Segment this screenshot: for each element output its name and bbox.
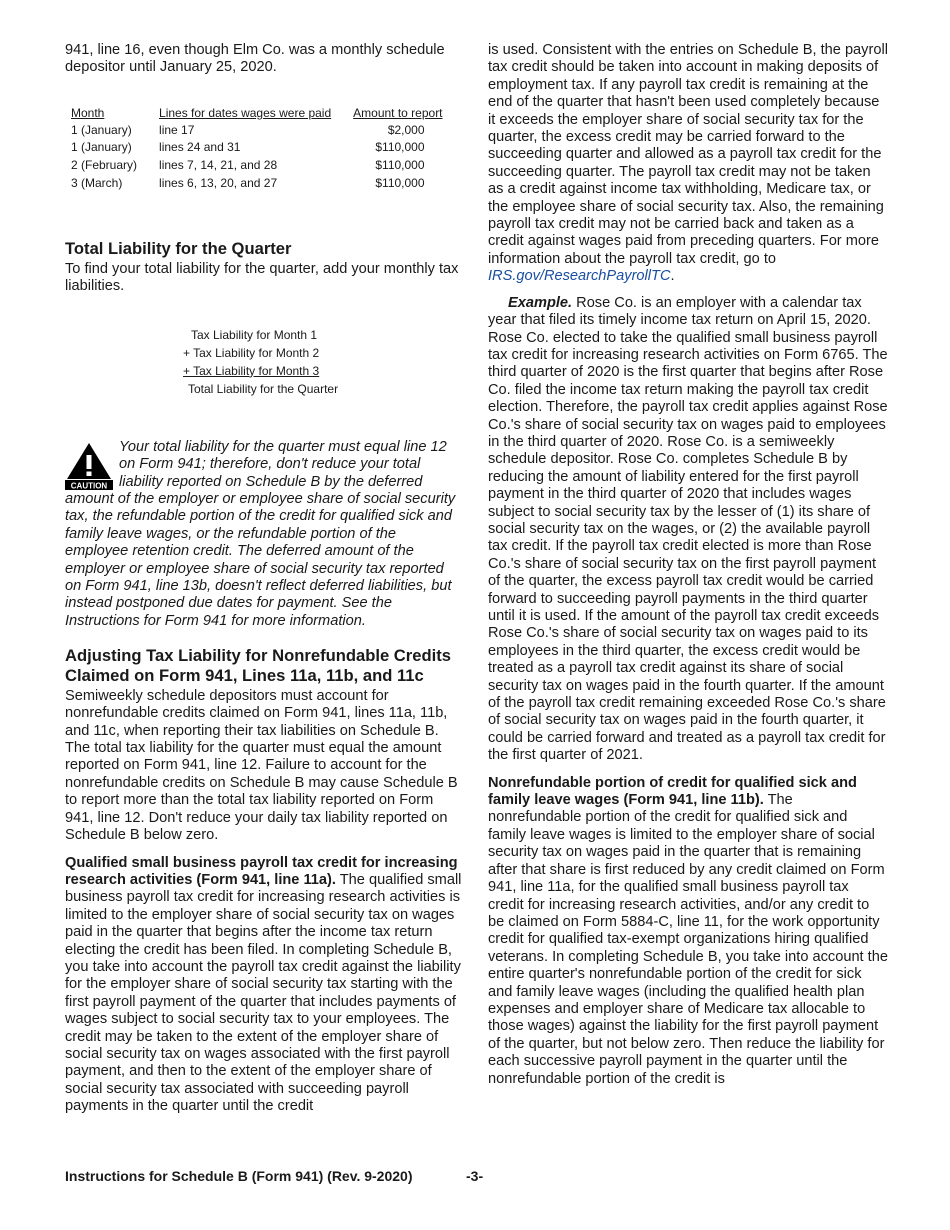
- cell-amount: $110,000: [375, 158, 425, 172]
- example-text: Rose Co. is an employer with a calendar tax year that filed its timely income tax return on April 15, 2020. Rose Co. elected to take the qualified small business payroll tax credit for increasing research activities on Form 6765. The third quarter of 2020 is the first quarter that begins after Rose Co. filed the income tax return making the payroll tax credit election. Therefore, the payroll tax credit applies against Rose Co.'s share of social security tax on wages paid to employees in the third quarter of 2020. Rose Co. is a semiweekly schedule depositor. Rose Co. completes Schedule B by reducing the amount of liability entered for the first payroll payment in the third quarter of 2020 that includes wages subject to social security tax by the lesser of (1) its share of social security tax on the wages, or (2) the available payroll tax credit. If the payroll tax credit elected is more than Rose Co.'s share of social security tax on the first payroll payment of the quarter, the excess payroll tax credit would be carried forward to succeeding payroll payments in the third quarter until it is used. If the amount of the payroll tax credit exceeds Rose Co.'s share of social security tax on wages paid to its employees in the third quarter, the excess credit would be treated as a payroll tax credit against its share of social security tax on wages paid in the fourth quarter. If the amount of the payroll tax credit remaining exceeded Rose Co.'s share of social security tax on wages paid in the fourth quarter, it could be carried forward and treated as a payroll tax credit for the first quarter of 2021.: [488, 294, 888, 764]
- caution-note: [65, 439, 463, 630]
- formula-total-line: Total Liability for the Quarter: [188, 381, 339, 396]
- cell-amount: $2,000: [387, 122, 425, 137]
- adjusting-paragraph: Semiweekly schedule depositors must account for nonrefundable credits claimed on Form 941, lines 11a, 11b, and 11c, when reporting their tax liabilities on Schedule B. The total tax liability for the quarter must equal the amount reported on Form 941, line 12. Failure to account for the nonrefundable credits on Schedule B may cause Schedule B to report more than the total tax liability reported on Form 941, line 12. Don't reduce your daily tax liability reported on Schedule B below zero.: [65, 687, 458, 844]
- cell-lines: line 17: [159, 122, 195, 137]
- caution-icon: [65, 441, 113, 491]
- qsb-body: The qualified small business payroll tax credit for increasing research activities is limited to the employer share of social security tax on wages paid in the quarter that begins after the income tax return electing the credit has been filed. In completing Schedule B, you take into account the payroll tax credit against the liability for the employer share of social security tax starting with the first payroll payment of the quarter that includes payments of wages subject to social security tax to your employees. The credit may be taken to the extent of the employer share of social security tax on wages associated with the first payroll payment, and then to the extent of the employer share of social security tax associated with succeeding payroll payments in the quarter until the credit: [65, 871, 462, 1115]
- example-paragraph: [488, 295, 888, 765]
- qsb-heading: Qualified small business payroll tax credit for increasing research activities (Form 941, line 11a).: [65, 854, 458, 888]
- formula-line-3: + Tax Liability for Month 3: [183, 363, 320, 378]
- table-row: [69, 123, 463, 141]
- cell-amount: $110,000: [375, 175, 425, 190]
- nonrefundable-body: The nonrefundable portion of the credit for qualified sick and family leave wages is limited to the employer share of social security tax on wages paid in the quarter that is remaining after that share is first reduced by any credit claimed on Form 941, line 11a, for the qualified small business payroll tax credit for increasing research activities, and/or any credit to be claimed on Form 5884-C, line 11, for the work opportunity credit for qualified tax-exempt organizations hiring qualified veterans. In completing Schedule B, you take into account the entire quarter's nonrefundable portion of the credit for sick and family leave wages (including the qualified health plan expenses and employer share of Medicare tax allocable to those wages) against the liability for the first payroll payment of the quarter, but not below zero. Then reduce the liability for each successive payroll payment in the quarter until the nonrefundable portion of the credit is: [488, 792, 888, 1087]
- formula-line-1: Tax Liability for Month 1: [191, 327, 318, 342]
- example-label: Example.: [508, 294, 573, 311]
- heading-adjusting: Adjusting Tax Liability for Nonrefundable Credits Claimed on Form 941, Lines 11a, 11b, and 11c: [65, 646, 451, 686]
- formula-line-2: + Tax Liability for Month 2: [183, 345, 320, 360]
- continued-text: is used. Consistent with the entries on Schedule B, the payroll tax credit should be taken into account in making deposits of employment tax. If any payroll tax credit is remaining at the end of the quarter that hasn't been used completely because it exceeds the employer share of social security tax for the quarter, the excess credit may be carried forward to the succeeding quarter and allowed as a payroll tax credit for the succeeding quarter. The payroll tax credit may not be taken as a credit against income tax withholding, Medicare tax, or the employee share of social security tax. Also, the remaining payroll tax credit may not be carried back and taken as a credit against wages paid from preceding quarters. For more information about the payroll tax credit, go to: [488, 42, 888, 267]
- cell-month: 3 (March): [71, 175, 123, 190]
- col-header-amount: Amount to report: [353, 105, 443, 120]
- cell-amount: $110,000: [375, 140, 425, 155]
- right-column: [488, 42, 888, 1088]
- continued-paragraph: is used. Consistent with the entries on Schedule B, the payroll tax credit should be taken into account in making deposits of employment tax. If any payroll tax credit is remaining at the end of the quarter that hasn't been used completely because it exceeds the employer share of social security tax for the quarter, the excess credit may be carried forward to the succeeding quarter and allowed as a payroll tax credit for the succeeding quarter. The payroll tax credit may not be taken as a credit against income tax withholding, Medicare tax, or the employee share of social security tax. Also, the remaining payroll tax credit may not be carried back and taken as a credit against wages paid from preceding quarters. For more information about the payroll tax credit, go to IRS.gov/ResearchPayrollTC.: [488, 42, 888, 285]
- month-table: [69, 105, 463, 193]
- heading-total-liability: Total Liability for the Quarter: [65, 239, 292, 259]
- nonrefundable-paragraph: [488, 775, 888, 1088]
- liability-formula: [183, 326, 463, 398]
- table-row: [69, 140, 463, 158]
- intro-paragraph: 941, line 16, even though Elm Co. was a monthly schedule depositor until January 25, 2020.: [65, 42, 445, 76]
- nonrefundable-heading: Nonrefundable portion of credit for qualified sick and family leave wages (Form 941, line 11b).: [488, 774, 857, 809]
- cell-lines: lines 24 and 31: [159, 140, 241, 155]
- qsb-paragraph: [65, 855, 463, 1116]
- table-row: [69, 158, 463, 176]
- cell-month: 1 (January): [71, 140, 132, 155]
- cell-lines: lines 6, 13, 20, and 27: [159, 175, 278, 190]
- page-number: -3-: [466, 1168, 484, 1184]
- caution-label: CAUTION: [70, 481, 108, 491]
- col-header-month: Month: [71, 105, 105, 120]
- total-liability-paragraph: To find your total liability for the quarter, add your monthly tax liabilities.: [65, 260, 459, 295]
- footer-title: Instructions for Schedule B (Form 941) (Rev. 9-2020): [65, 1168, 413, 1184]
- left-column: [65, 42, 463, 1116]
- cell-month: 2 (February): [71, 158, 138, 172]
- col-header-lines: Lines for dates wages were paid: [159, 105, 332, 120]
- caution-text: Your total liability for the quarter must equal line 12 on Form 941; therefore, don't reduce your total liability reported on Schedule B by the deferred amount of the employer or employee share of social security tax, the refundable portion of the credit for qualified sick and family leave wages, or the refundable portion of the employee retention credit. The deferred amount of the employer or employee share of social security tax reported on Form 941, line 13b, doesn't reflect deferred liabilities, but instead postponed due dates for payment. See the Instructions for Form 941 for more information.: [65, 438, 456, 629]
- table-header-row: [69, 105, 463, 123]
- table-row: [69, 176, 463, 194]
- research-payroll-tc-link[interactable]: IRS.gov/ResearchPayrollTC: [488, 268, 671, 285]
- cell-month: 1 (January): [71, 122, 132, 137]
- cell-lines: lines 7, 14, 21, and 28: [159, 158, 278, 172]
